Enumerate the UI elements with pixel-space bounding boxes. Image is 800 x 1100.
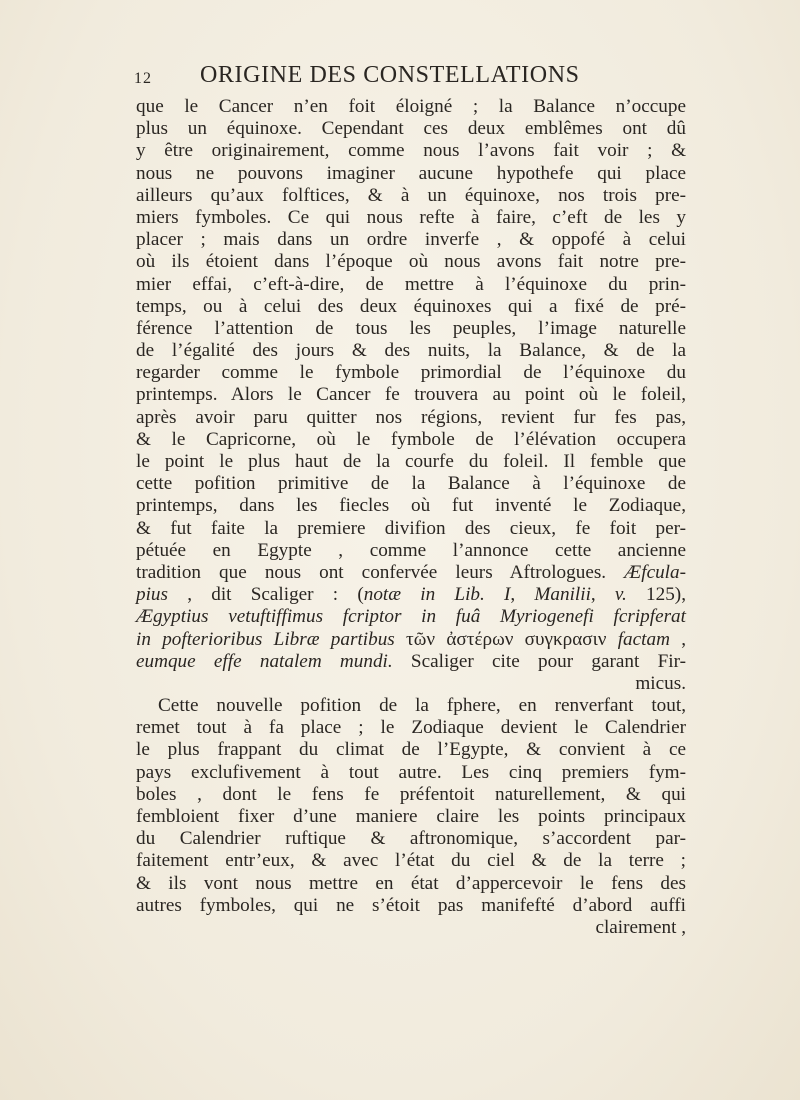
text-line [136, 695, 686, 717]
text-line [136, 673, 686, 695]
text-segment: , dit Scaliger : ( [168, 584, 364, 606]
text-segment: Cette nouvelle pofition de la fphere, en renverfant tout, [158, 695, 686, 717]
text-line [136, 762, 686, 784]
text-segment: pays exclufivement à tout autre. Les cinq premiers fym- [136, 761, 686, 783]
text-segment: y être originairement, comme nous l’avons fait voir ; & [136, 140, 686, 162]
text-line [136, 318, 686, 340]
italic-text-segment: Æfcula- [624, 561, 686, 583]
text-segment: du Calendrier ruftique & aftronomique, s’accordent par- [136, 828, 686, 850]
text-line [136, 340, 686, 362]
text-segment: , [590, 584, 615, 606]
text-line [136, 739, 686, 761]
text-line [136, 540, 686, 562]
text-line [136, 806, 686, 828]
text-segment: le point le plus haut de la courfe du foleil. Il femble que [136, 451, 686, 472]
text-segment: τῶν ἀστέρων συγκρασιν [394, 628, 618, 650]
text-line [136, 895, 686, 917]
text-line [136, 429, 686, 451]
text-segment: & le Capricorne, où le fymbole de l’élévation occupera [136, 428, 686, 450]
text-segment: Scaliger cite pour garant Fir- [392, 650, 686, 672]
italic-text-segment: factam [617, 628, 670, 650]
text-line [136, 495, 686, 517]
text-segment: 125), [626, 584, 686, 606]
text-segment: printemps, dans les fiecles où fut inventé le Zodiaque, [136, 495, 686, 517]
text-segment: cette pofition primitive de la Balance à l’équinoxe de [136, 473, 686, 495]
italic-text-segment: eumque effe natalem mundi. [136, 650, 393, 672]
text-line [136, 407, 686, 429]
text-segment: que le Cancer n’en foit éloigné ; la Balance n’occupe [136, 96, 686, 117]
text-segment: temps, ou à celui des deux équinoxes qui a fixé de pré- [136, 295, 686, 317]
text-segment: remet tout à fa place ; le Zodiaque devient le Calendrier [136, 717, 686, 739]
text-line [136, 163, 686, 185]
text-line [136, 451, 686, 473]
text-segment: nous ne pouvons imaginer aucune hypothefe qui place [136, 162, 686, 184]
text-segment: printemps. Alors le Cancer fe trouvera au point où le foleil, [136, 384, 686, 406]
text-segment: férence l’attention de tous les peuples, l’image naturelle [136, 317, 686, 339]
text-line [136, 562, 686, 584]
text-line [136, 606, 686, 628]
italic-text-segment: Ægyptius vetuftiffimus fcriptor in fuâ Myriogenefi fcripferat [136, 606, 686, 628]
italic-text-segment: Manilii [534, 584, 591, 606]
text-segment: , [669, 628, 687, 650]
text-segment: & fut faite la premiere divifion des cieux, fe foit per- [136, 517, 686, 539]
text-line [136, 229, 686, 251]
italic-text-segment: v. [614, 584, 627, 606]
text-line [136, 207, 686, 229]
text-segment: après avoir paru quitter nos régions, revient fur fes pas, [136, 406, 686, 428]
text-line [136, 518, 686, 540]
text-segment: faitement entr’eux, & avec l’état du ciel & de la terre ; [136, 850, 686, 872]
page-number: 12 [134, 70, 152, 87]
text-line [136, 873, 686, 895]
page-header [126, 60, 686, 94]
text-segment: boles , dont le fens fe préfentoit naturellement, & qui [136, 783, 686, 805]
text-line [136, 140, 686, 162]
text-segment: micus. [635, 672, 686, 694]
italic-text-segment: notæ in Lib. I [363, 584, 511, 606]
running-title: ORIGINE DES CONSTELLATIONS [200, 62, 580, 88]
text-line [136, 384, 686, 406]
text-segment: mier effai, c’eft-à-dire, de mettre à l’équinoxe du prin- [136, 273, 686, 295]
text-line [136, 850, 686, 872]
text-segment: fembloient fixer d’une maniere claire les points principaux [136, 806, 686, 827]
text-line [136, 362, 686, 384]
text-line [136, 717, 686, 739]
text-line [136, 185, 686, 207]
text-line [136, 274, 686, 296]
text-segment: , [510, 584, 535, 606]
text-line [136, 629, 686, 651]
text-segment: & ils vont nous mettre en état d’appercevoir le fens des [136, 872, 686, 894]
text-line [136, 251, 686, 273]
text-line [136, 584, 686, 606]
text-line [136, 96, 686, 118]
text-line [136, 296, 686, 318]
text-segment: autres fymboles, qui ne s’étoit pas manifefté d’abord auffi [136, 894, 686, 916]
text-segment: pétuée en Egypte , comme l’annonce cette ancienne [136, 539, 686, 561]
text-segment: le plus frappant du climat de l’Egypte, & convient à ce [136, 739, 686, 761]
text-line [136, 784, 686, 806]
text-segment: plus un équinoxe. Cependant ces deux emblêmes ont dû [136, 118, 686, 140]
text-segment: où ils étoient dans l’époque où nous avons fait notre pre- [136, 251, 686, 273]
text-segment: miers fymboles. Ce qui nous refte à faire, c’eft de les y [136, 206, 686, 228]
italic-text-segment: in pofterioribus Libræ partibus [136, 628, 395, 650]
catchword: clairement , [595, 916, 686, 938]
text-segment: regarder comme le fymbole primordial de l’équinoxe du [136, 362, 686, 384]
text-segment: de l’égalité des jours & des nuits, la Balance, & de la [136, 340, 686, 362]
body-text [136, 96, 686, 939]
italic-text-segment: pius [136, 584, 168, 606]
text-segment: tradition que nous ont confervée leurs Aftrologues. [136, 561, 625, 583]
text-segment: ailleurs qu’aux folftices, & à un équinoxe, nos trois pre- [136, 184, 686, 206]
text-line [136, 473, 686, 495]
text-segment: placer ; mais dans un ordre inverfe , & oppofé à celui [136, 229, 686, 251]
text-line [136, 828, 686, 850]
text-line [136, 118, 686, 140]
text-line [136, 651, 686, 673]
